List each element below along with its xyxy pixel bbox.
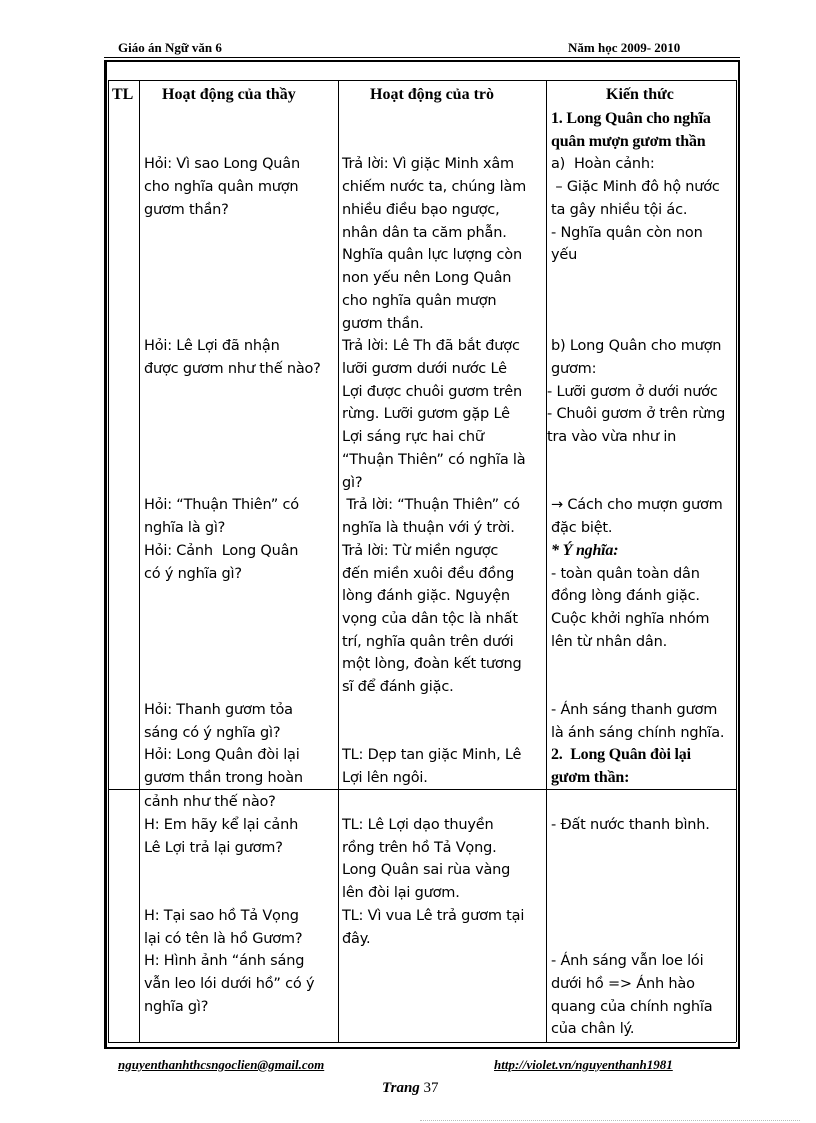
page-number [382,1080,439,1097]
knowledge-line: yếu [551,247,578,263]
teacher-line: cảnh như thế nào? [144,794,276,810]
table-col-divider-1 [139,80,140,1042]
student-line: Long Quân sai rùa vàng [342,862,511,878]
knowledge-subheading: * Ý nghĩa: [551,542,619,559]
teacher-line: Hỏi: Long Quân đòi lại [144,747,300,763]
student-line: Trả lời: “Thuận Thiên” có [342,497,520,513]
knowledge-heading: 1. Long Quân cho nghĩa [551,110,711,127]
teacher-line: cho nghĩa quân mượn [144,179,299,195]
student-line: TL: Vì vua Lê trả gươm tại [342,908,525,924]
knowledge-line: Cuộc khởi nghĩa nhóm [551,611,710,627]
student-line: sĩ để đánh giặc. [342,679,454,695]
knowledge-line: - Chuôi gươm ở trên rừng [547,406,726,422]
table-right-border [736,80,737,1042]
student-line: lòng đánh giặc. Nguyện [342,588,510,604]
student-line: đến miền xuôi đều đồng [342,566,515,582]
knowledge-line: đặc biệt. [551,520,613,536]
col-header-tl: TL [112,86,134,103]
teacher-line: H: Tại sao hồ Tả Vọng [144,908,299,924]
student-line: Trả lời: Lê Th đã bắt được [342,338,520,354]
student-line: lên đòi lại gươm. [342,885,460,901]
teacher-line: lại có tên là hồ Gươm? [144,931,303,947]
table-top-border [108,80,736,81]
student-line: Nghĩa quân lực lượng còn [342,247,522,263]
col-header-student: Hoạt động của trò [370,86,494,103]
knowledge-line: → Cách cho mượn gươm [551,497,723,513]
student-line: rừng. Lưỡi gươm gặp Lê [342,406,510,422]
knowledge-line: - Đất nước thanh bình. [551,817,710,833]
knowledge-line: - toàn quân toàn dân [551,566,700,582]
footer-email-link[interactable]: nguyenthanhthcsngoclien@gmail.com [118,1057,325,1072]
teacher-line: được gươm như thế nào? [144,361,321,377]
footer-website-link[interactable]: http://violet.vn/nguyenthanh1981 [494,1057,673,1072]
teacher-line: nghĩa gì? [144,999,209,1015]
student-line: Trả lời: Từ miền ngược [342,543,499,559]
header-title: Giáo án Ngữ văn 6 [118,40,222,55]
student-line: Lợi lên ngôi. [342,770,428,786]
student-line: rồng trên hồ Tả Vọng. [342,840,497,856]
header-school-year: Năm học 2009- 2010 [568,40,681,55]
teacher-line: nghĩa là gì? [144,520,226,536]
col-header-knowledge: Kiến thức [606,86,674,103]
col-header-teacher: Hoạt động của thầy [162,86,296,103]
table-bottom-border [108,1042,736,1043]
knowledge-line: - Ánh sáng vẫn loe lói [551,953,704,969]
knowledge-line: lên từ nhân dân. [551,634,667,650]
knowledge-line: a) Hoàn cảnh: [551,156,655,172]
teacher-line: sáng có ý nghĩa gì? [144,725,281,741]
teacher-line: Hỏi: “Thuận Thiên” có [144,497,299,513]
knowledge-heading: quân mượn gươm thần [551,133,706,150]
knowledge-line: - Nghĩa quân còn non [551,225,703,241]
table-left-border [108,80,109,1042]
student-line: cho nghĩa quân mượn [342,293,497,309]
student-line: Lợi được chuôi gươm trên [342,384,522,400]
knowledge-heading: gươm thần: [551,769,630,786]
knowledge-line: - Lưỡi gươm ở dưới nước [547,384,718,400]
footer-dotted-line [420,1120,800,1121]
student-line: vọng của dân tộc là nhất [342,611,518,627]
student-line: gươm thần. [342,316,424,332]
header-rule [104,57,740,58]
student-line: một lòng, đoàn kết tương [342,656,522,672]
knowledge-line: là ánh sáng chính nghĩa. [551,725,725,741]
page-label: Trang [382,1080,420,1096]
student-line: “Thuận Thiên” có nghĩa là [342,452,526,468]
teacher-line: Hỏi: Thanh gươm tỏa [144,702,293,718]
page-number-value: 37 [423,1080,439,1096]
student-line: non yếu nên Long Quân [342,270,512,286]
knowledge-line: quang của chính nghĩa [551,999,713,1015]
teacher-line: Hỏi: Cảnh Long Quân [144,543,299,559]
student-line: TL: Lê Lợi dạo thuyền [342,817,494,833]
knowledge-line: dưới hồ => Ánh hào [551,976,695,992]
student-line: nhân dân ta căm phẫn. [342,225,507,241]
student-line: gì? [342,475,363,491]
knowledge-line: - Ánh sáng thanh gươm [551,702,718,718]
table-col-divider-3 [546,80,547,1042]
student-line: Lợi sáng rực hai chữ [342,429,484,445]
student-line: lưỡi gươm dưới nước Lê [342,361,507,377]
knowledge-line: – Giặc Minh đô hộ nước [551,179,720,195]
student-line: TL: Dẹp tan giặc Minh, Lê [342,747,522,763]
knowledge-heading: 2. Long Quân đòi lại [551,746,691,763]
student-line: chiếm nước ta, chúng làm [342,179,527,195]
knowledge-line: b) Long Quân cho mượn [551,338,722,354]
teacher-line: gươm thần trong hoàn [144,770,303,786]
table-col-divider-2 [338,80,339,1042]
student-line: nghĩa là thuận với ý trời. [342,520,515,536]
teacher-line: có ý nghĩa gì? [144,566,242,582]
student-line: trí, nghĩa quân trên dưới [342,634,514,650]
teacher-line: Lê Lợi trả lại gươm? [144,840,283,856]
student-line: đây. [342,931,371,947]
teacher-line: vẫn leo lói dưới hồ” có ý [144,976,315,992]
knowledge-line: tra vào vừa như in [547,429,677,445]
student-line: nhiều điều bạo ngược, [342,202,500,218]
knowledge-line: đồng lòng đánh giặc. [551,588,700,604]
teacher-line: gươm thần? [144,202,229,218]
knowledge-line: ta gây nhiều tội ác. [551,202,688,218]
teacher-line: Hỏi: Vì sao Long Quân [144,156,300,172]
knowledge-line: của chân lý. [551,1021,635,1037]
teacher-line: H: Em hãy kể lại cảnh [144,817,299,833]
student-line: Trả lời: Vì giặc Minh xâm [342,156,514,172]
teacher-line: H: Hình ảnh “ánh sáng [144,953,305,969]
knowledge-line: gươm: [551,361,597,377]
teacher-line: Hỏi: Lê Lợi đã nhận [144,338,280,354]
